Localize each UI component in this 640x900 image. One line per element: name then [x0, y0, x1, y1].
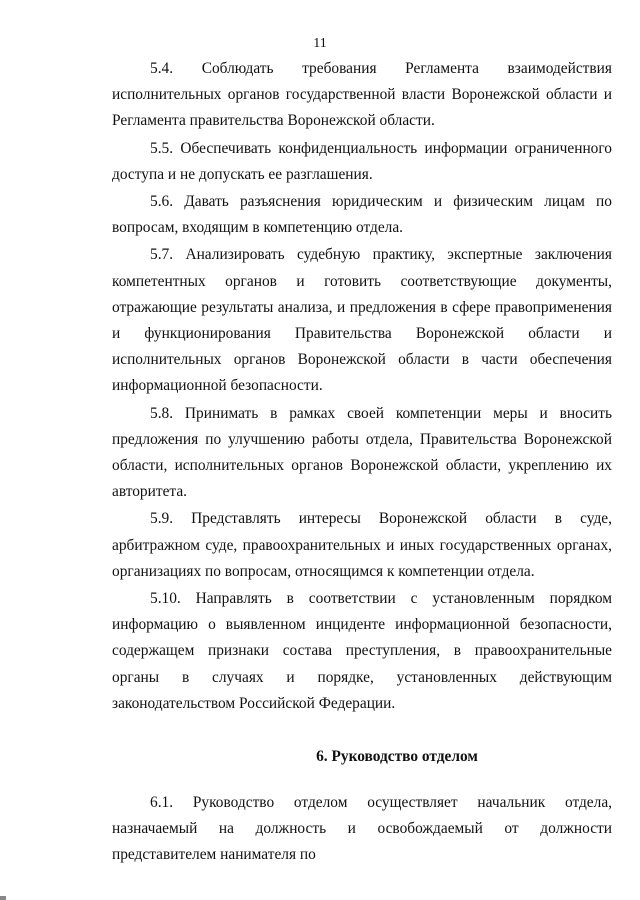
paragraph-text: 5.6. Давать разъяснения юридическим и физическим лицам по вопросам, входящим в компетенцию отдела. [112, 193, 612, 237]
paragraph-text: 5.7. Анализировать судебную практику, экспертные заключения компетентных органов и готовить соответствующие документы, отражающие результаты анализа, и предложения в сфере правоприменения и функционирования Правительства Воронежской области и исполнительных органов Воронежской области в части обеспечения информационной безопасности. [112, 246, 612, 395]
paragraph-text: 5.4. Соблюдать требования Регламента взаимодействия исполнительных органов государственной власти Воронежской области и Регламента правительства Воронежской области. [112, 60, 612, 130]
paragraph-text: 6.1. Руководство отделом осуществляет начальник отдела, назначаемый на должность и освобождаемый от должности представителем нанимателя по [112, 794, 612, 864]
paragraph-5-6 [112, 189, 612, 241]
paragraph-text: 5.9. Представлять интересы Воронежской области в суде, арбитражном суде, правоохранительных и иных государственных органах, организациях по вопросам, относящимся к компетенции отдела. [112, 510, 612, 580]
paragraph-text: 5.10. Направлять в соответствии с установленным порядком информацию о выявленном инциденте информационной безопасности, содержащем признаки состава преступления, в правоохранительные органы в случаях и порядке, установленных действующим законодательством Российской Федерации. [112, 590, 612, 712]
scan-artifact [0, 896, 6, 900]
paragraph-text: 5.8. Принимать в рамках своей компетенции меры и вносить предложения по улучшению работы отдела, Правительства Воронежской области, исполнительных органов Воронежской области, укреплению их авторитета. [112, 404, 612, 501]
document-body [112, 56, 612, 869]
paragraph-text: 5.5. Обеспечивать конфиденциальность информации ограниченного доступа и не допускать ее разглашения. [112, 139, 612, 183]
paragraph-5-7 [112, 242, 612, 399]
page-number: 11 [313, 36, 327, 51]
paragraph-5-8 [112, 401, 612, 506]
section-heading: 6. Руководство отделом [316, 748, 478, 766]
paragraph-5-9 [112, 506, 612, 585]
paragraph-6-1 [112, 790, 612, 869]
paragraph-5-4 [112, 56, 612, 135]
paragraph-5-5 [112, 136, 612, 188]
paragraph-5-10 [112, 586, 612, 717]
